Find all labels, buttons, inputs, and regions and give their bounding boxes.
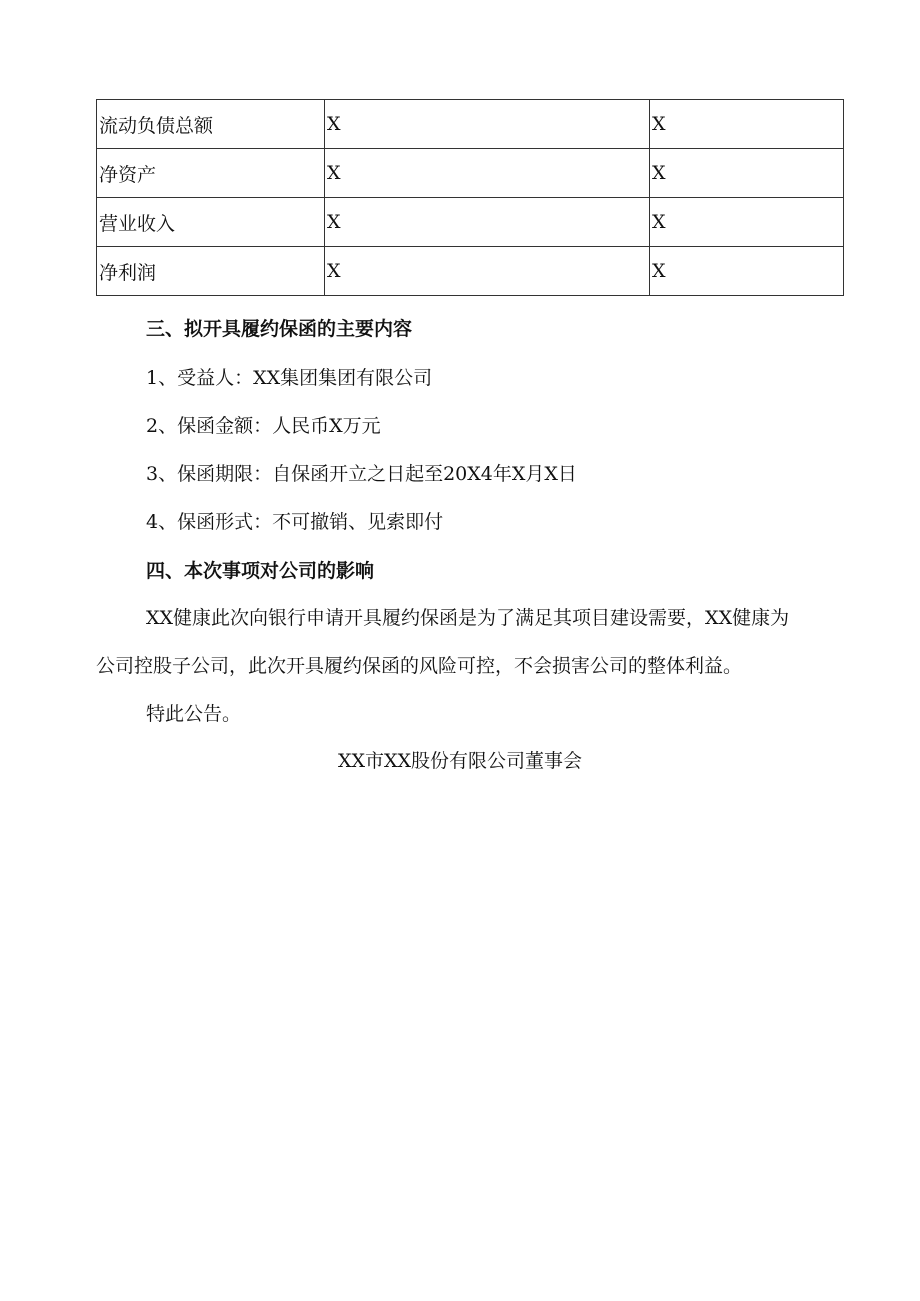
row-value-2: X <box>650 149 844 198</box>
section3-item-amount: 2、保函金额：人民币X万元 <box>146 415 381 437</box>
row-value-2: X <box>650 100 844 149</box>
section4-heading: 四、本次事项对公司的影响 <box>146 560 375 582</box>
table-row <box>97 198 844 247</box>
signature: XX市XX股份有限公司董事会 <box>337 750 583 772</box>
section4-paragraph-line1: XX健康此次向银行申请开具履约保函是为了满足其项目建设需要，XX健康为 <box>146 607 790 629</box>
row-value-1: X <box>325 198 650 247</box>
row-label: 流动负债总额 <box>97 100 325 149</box>
row-value-1: X <box>325 149 650 198</box>
section3-item-period: 3、保函期限：自保函开立之日起至20X4年X月X日 <box>146 463 577 485</box>
row-value-1: X <box>325 100 650 149</box>
row-value-2: X <box>650 198 844 247</box>
row-label: 营业收入 <box>97 198 325 247</box>
section4-paragraph-line2: 公司控股子公司，此次开具履约保函的风险可控，不会损害公司的整体利益。 <box>96 655 743 677</box>
row-value-1: X <box>325 247 650 296</box>
row-label: 净利润 <box>97 247 325 296</box>
section3-heading: 三、拟开具履约保函的主要内容 <box>146 318 413 340</box>
table-row <box>97 149 844 198</box>
closing-text: 特此公告。 <box>146 703 242 725</box>
section3-item-beneficiary: 1、受益人：XX集团集团有限公司 <box>146 367 433 389</box>
table-row <box>97 100 844 149</box>
financial-table <box>96 99 844 296</box>
row-value-2: X <box>650 247 844 296</box>
row-label: 净资产 <box>97 149 325 198</box>
section3-item-form: 4、保函形式：不可撤销、见索即付 <box>146 511 444 533</box>
table-row <box>97 247 844 296</box>
